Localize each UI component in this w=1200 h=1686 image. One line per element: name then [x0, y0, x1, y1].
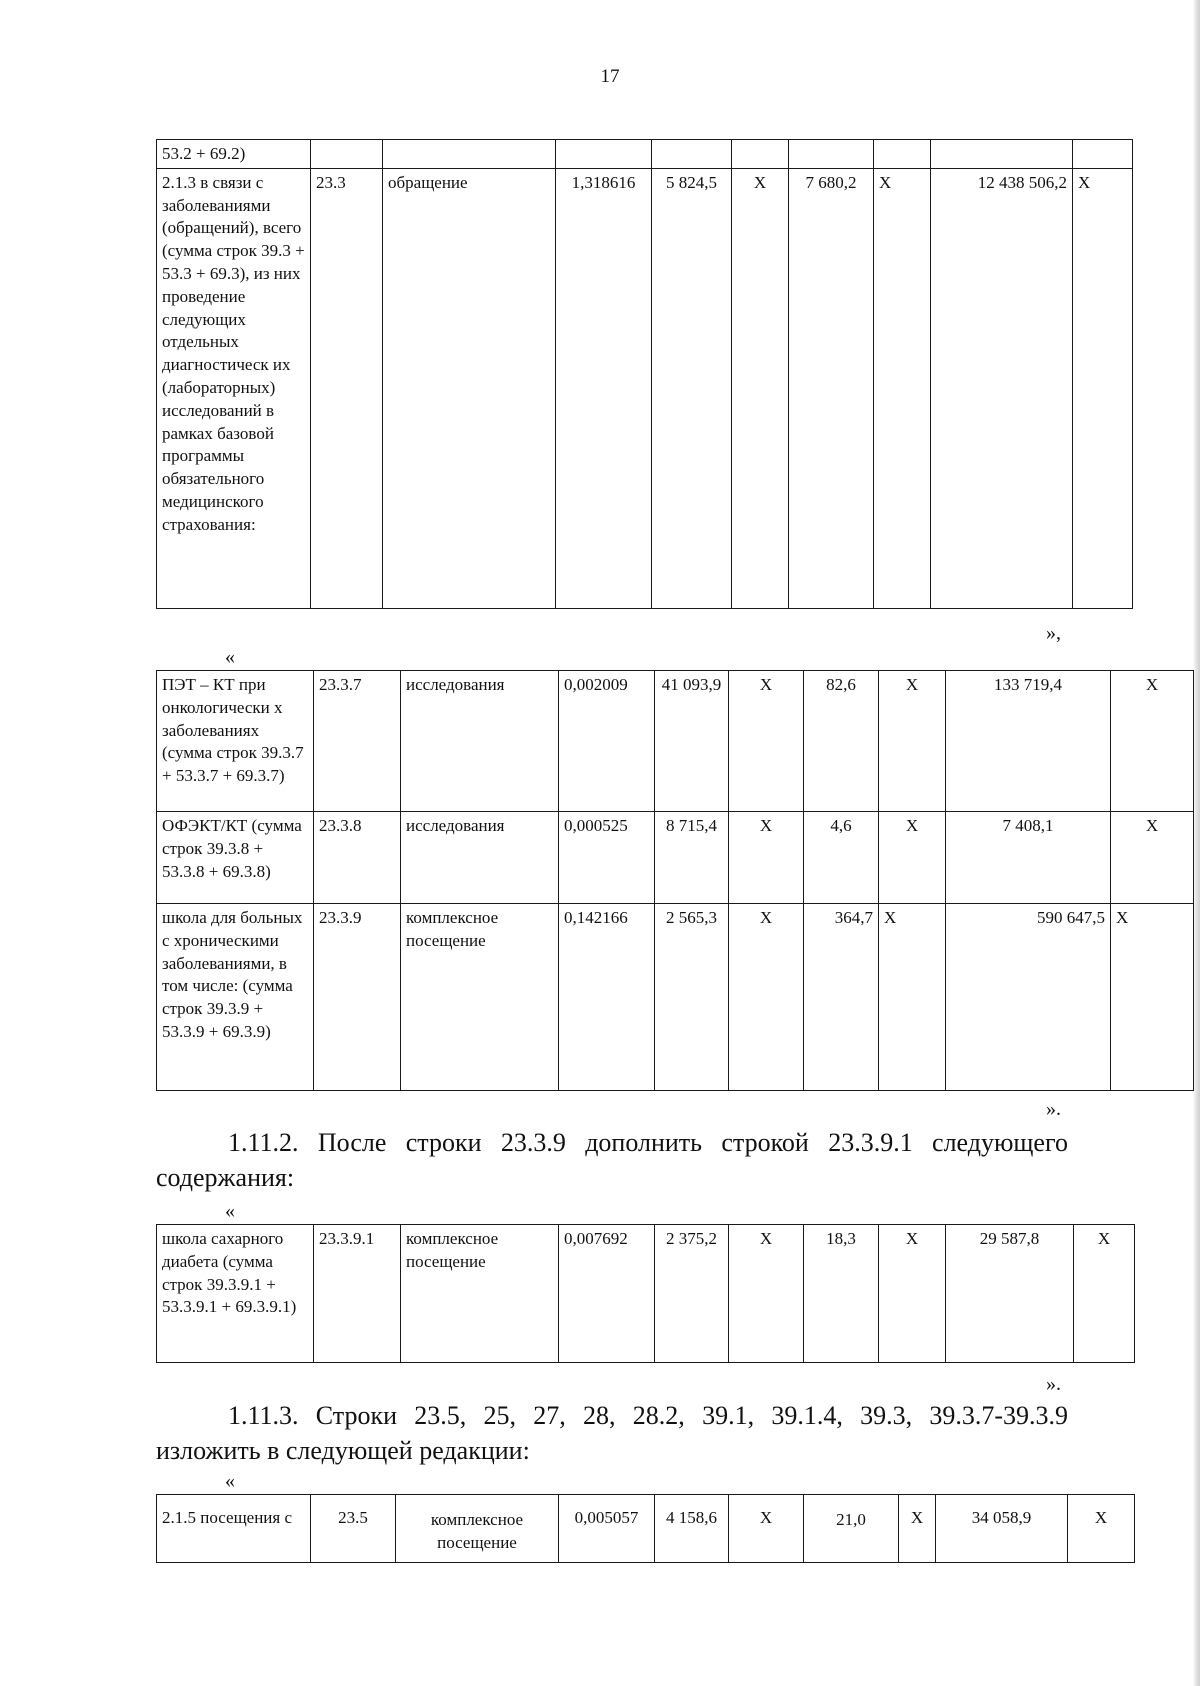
cell-x: Х	[879, 904, 946, 1091]
table-edited-rows	[156, 1494, 1135, 1563]
cell-code: 23.3.9.1	[314, 1225, 401, 1363]
table-row	[157, 671, 1194, 812]
cell-per-capita: 18,3	[804, 1225, 879, 1363]
cell-x	[874, 140, 931, 169]
cell-volume: 0,142166	[559, 904, 655, 1091]
cell-total: 7 408,1	[946, 812, 1111, 904]
cell-unit: обращение	[383, 168, 556, 608]
cell-cost: 4 158,6	[655, 1495, 729, 1563]
cell-name: 2.1.3 в связи с заболеваниями (обращений), всего (сумма строк 39.3 + 53.3 + 69.3), из них проведение следующих отдельных диагностическ их (лабораторных) исследований в рамках базовой программы обязательного медицинского страхования:	[157, 168, 311, 608]
cell-unit: комплексное посещение	[396, 1495, 559, 1563]
cell-cost	[652, 140, 732, 169]
cell-unit: исследования	[401, 671, 559, 812]
table-row	[157, 140, 1133, 169]
cell-x: Х	[874, 168, 931, 608]
cell-x: Х	[1068, 1495, 1135, 1563]
cell-volume: 0,007692	[559, 1225, 655, 1363]
cell-unit: исследования	[401, 812, 559, 904]
cell-x: Х	[732, 168, 789, 608]
cell-x	[732, 140, 789, 169]
cell-volume: 0,000525	[559, 812, 655, 904]
cell-x: Х	[729, 1225, 804, 1363]
closing-quote: ».	[1046, 1373, 1061, 1395]
cell-total	[931, 140, 1073, 169]
cell-code: 23.3	[311, 168, 383, 608]
cell-name: 2.1.5 посещения с	[157, 1495, 311, 1563]
cell-cost: 2 565,3	[655, 904, 729, 1091]
table-new-row	[156, 1224, 1135, 1363]
scan-edge-shadow	[1193, 0, 1200, 1686]
cell-total: 29 587,8	[946, 1225, 1074, 1363]
cell-x	[1073, 140, 1133, 169]
cell-code: 23.3.7	[314, 671, 401, 812]
cell-total: 12 438 506,2	[931, 168, 1073, 608]
cell-x: Х	[1111, 904, 1194, 1091]
cell-cost: 41 093,9	[655, 671, 729, 812]
table-replacement-rows	[156, 670, 1194, 1091]
cell-x: Х	[879, 812, 946, 904]
amendment-paragraph: 1.11.3. Строки 23.5, 25, 27, 28, 28.2, 39.1, 39.1.4, 39.3, 39.3.7-39.3.9 изложить в следующей редакции:	[156, 1401, 1068, 1465]
cell-per-capita: 21,0	[804, 1495, 899, 1563]
closing-quote: »,	[1046, 622, 1061, 644]
cell-total: 133 719,4	[946, 671, 1111, 812]
cell-name: ПЭТ – КТ при онкологически х заболеваниях (сумма строк 39.3.7 + 53.3.7 + 69.3.7)	[157, 671, 314, 812]
cell-x: Х	[1073, 168, 1133, 608]
cell-per-capita: 4,6	[804, 812, 879, 904]
cell-code: 23.3.9	[314, 904, 401, 1091]
cell-per-capita: 364,7	[804, 904, 879, 1091]
table-row	[157, 904, 1194, 1091]
table-row	[157, 812, 1194, 904]
table-row	[157, 168, 1133, 608]
cell-name: школа для больных с хроническими заболеваниями, в том числе: (сумма строк 39.3.9 + 53.3.9 + 69.3.9)	[157, 904, 314, 1091]
cell-cost: 5 824,5	[652, 168, 732, 608]
cell-x: Х	[729, 904, 804, 1091]
page-number: 17	[600, 66, 620, 87]
cell-volume: 0,005057	[559, 1495, 655, 1563]
cell-code: 23.5	[311, 1495, 396, 1563]
closing-quote: ».	[1046, 1098, 1061, 1120]
cell-per-capita: 7 680,2	[789, 168, 874, 608]
opening-quote: «	[225, 646, 235, 668]
opening-quote: «	[225, 1470, 235, 1492]
cell-code	[311, 140, 383, 169]
cell-x: Х	[1111, 671, 1194, 812]
amendment-paragraph: 1.11.2. После строки 23.3.9 дополнить строкой 23.3.9.1 следующего содержания:	[156, 1128, 1068, 1192]
cell-total: 590 647,5	[946, 904, 1111, 1091]
cell-volume: 1,318616	[556, 168, 652, 608]
table-continuation	[156, 139, 1133, 609]
cell-unit: комплексное посещение	[401, 1225, 559, 1363]
cell-name: школа сахарного диабета (сумма строк 39.3.9.1 + 53.3.9.1 + 69.3.9.1)	[157, 1225, 314, 1363]
table-row	[157, 1225, 1135, 1363]
cell-per-capita: 82,6	[804, 671, 879, 812]
cell-volume: 0,002009	[559, 671, 655, 812]
cell-x: Х	[1111, 812, 1194, 904]
cell-x: Х	[1074, 1225, 1135, 1363]
cell-x: Х	[729, 812, 804, 904]
cell-x: Х	[879, 1225, 946, 1363]
cell-cost: 8 715,4	[655, 812, 729, 904]
cell-name: 53.2 + 69.2)	[157, 140, 311, 169]
cell-x: Х	[729, 671, 804, 812]
cell-x: Х	[879, 671, 946, 812]
cell-name: ОФЭКТ/КТ (сумма строк 39.3.8 + 53.3.8 + 69.3.8)	[157, 812, 314, 904]
cell-x: Х	[899, 1495, 936, 1563]
cell-per-capita	[789, 140, 874, 169]
cell-volume	[556, 140, 652, 169]
cell-cost: 2 375,2	[655, 1225, 729, 1363]
opening-quote: «	[225, 1200, 235, 1222]
cell-unit	[383, 140, 556, 169]
cell-unit: комплексное посещение	[401, 904, 559, 1091]
cell-x: Х	[729, 1495, 804, 1563]
table-row	[157, 1495, 1135, 1563]
cell-code: 23.3.8	[314, 812, 401, 904]
cell-total: 34 058,9	[936, 1495, 1068, 1563]
